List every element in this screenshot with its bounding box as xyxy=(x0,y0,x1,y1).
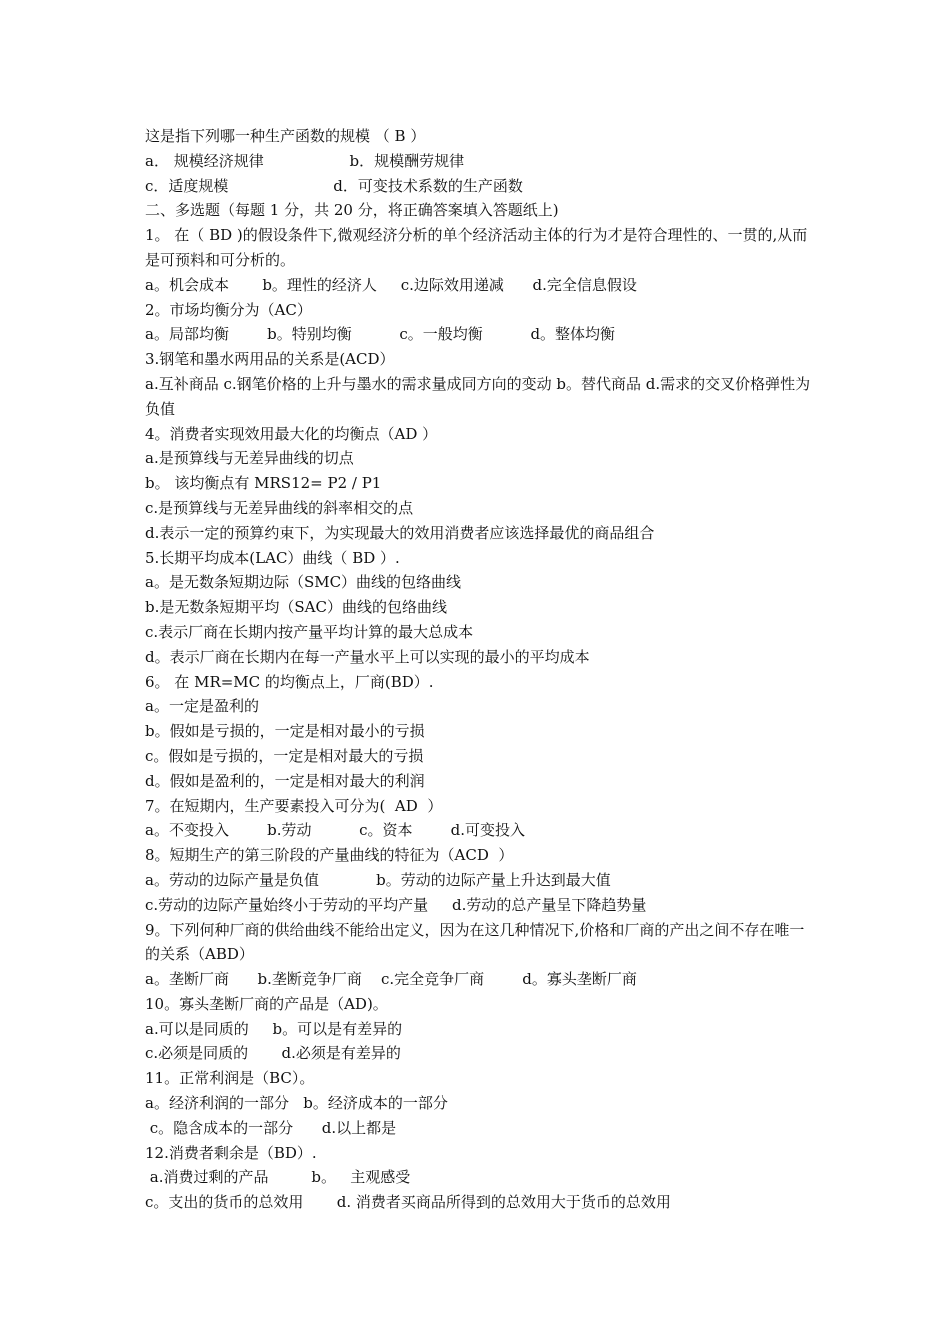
question-text: 7。在短期内，生产要素投入可分为( AD ） xyxy=(145,796,443,815)
option-line: a。经济利润的一部分 b。经济成本的一部分 xyxy=(145,1094,448,1113)
option-line: c。隐含成本的一部分 d.以上都是 xyxy=(145,1118,397,1137)
document-body xyxy=(145,124,813,1215)
option-line: a。垄断厂商 b.垄断竞争厂商 c.完全竞争厂商 d。寡头垄断厂商 xyxy=(145,970,637,989)
question-text: 2。市场均衡分为（AC） xyxy=(145,300,312,319)
option-line: a.是预算线与无差异曲线的切点 xyxy=(145,449,354,468)
question-text: 3.钢笔和墨水两用品的关系是(ACD） xyxy=(145,350,395,369)
option-line: a。机会成本 b。理性的经济人 c.边际效用递减 d.完全信息假设 xyxy=(145,275,637,294)
option-line: a。一定是盈利的 xyxy=(145,697,259,716)
option-line: d。假如是盈利的，一定是相对最大的利润 xyxy=(145,771,425,790)
option-line: a。劳动的边际产量是负值 b。劳动的边际产量上升达到最大值 xyxy=(145,870,611,889)
option-line: a。是无数条短期边际（SMC）曲线的包络曲线 xyxy=(145,573,462,592)
text-line: 这是指下列哪一种生产函数的规模 （ B ） xyxy=(145,127,426,145)
section-heading: 二、多选题（每题 1 分，共 20 分，将正确答案填入答题纸上) xyxy=(145,201,559,220)
option-line: d。表示厂商在长期内在每一产量水平上可以实现的最小的平均成本 xyxy=(145,647,590,666)
option-line: a.可以是同质的 b。可以是有差异的 xyxy=(145,1019,403,1038)
option-line: c.表示厂商在长期内按产量平均计算的最大总成本 xyxy=(145,622,474,641)
question-text: 6。 在 MR=MC 的均衡点上，厂商(BD）. xyxy=(145,672,434,691)
option-line: d.表示一定的预算约束下，为实现最大的效用消费者应该选择最优的商品组合 xyxy=(145,523,655,542)
question-text: 8。短期生产的第三阶段的产量曲线的特征为（ACD ） xyxy=(145,846,514,865)
text-line: c．适度规模 d．可变技术系数的生产函数 xyxy=(145,176,523,195)
question-text: 9。下列何种厂商的供给曲线不能给出定义，因为在这几种情况下,价格和厂商的产出之间不存在唯一的关系（ABD） xyxy=(145,920,805,964)
option-line: b。假如是亏损的，一定是相对最小的亏损 xyxy=(145,722,425,741)
question-text: 5.长期平均成本(LAC）曲线（ BD ）. xyxy=(145,548,400,567)
option-line: a。局部均衡 b。特别均衡 c。一般均衡 d。整体均衡 xyxy=(145,325,616,344)
option-line: c.是预算线与无差异曲线的斜率相交的点 xyxy=(145,498,414,517)
question-text: 4。消费者实现效用最大化的均衡点（AD ） xyxy=(145,424,438,443)
option-line: b。 该均衡点有 MRS12= P2 / P1 xyxy=(145,474,382,493)
question-text: 11。正常利润是（BC）。 xyxy=(145,1069,315,1088)
question-text: 10。寡头垄断厂商的产品是（AD)。 xyxy=(145,994,388,1013)
option-line: c.必须是同质的 d.必须是有差异的 xyxy=(145,1044,401,1063)
text-line: a． 规模经济规律 b．规模酬劳规律 xyxy=(145,151,465,170)
option-line: a.互补商品 c.钢笔价格的上升与墨水的需求量成同方向的变动 b。替代商品 d.需求的交叉价格弹性为负值 xyxy=(145,374,811,418)
option-line: c。假如是亏损的，一定是相对最大的亏损 xyxy=(145,746,424,765)
option-line: c。支出的货币的总效用 d. 消费者买商品所得到的总效用大于货币的总效用 xyxy=(145,1193,671,1212)
option-line: b.是无数条短期平均（SAC）曲线的包络曲线 xyxy=(145,598,447,617)
option-line: a.消费过剩的产品 b。 主观感受 xyxy=(145,1168,411,1187)
question-text: 1。 在（ BD )的假设条件下,微观经济分析的单个经济活动主体的行为才是符合理性的、一贯的,从而是可预料和可分析的。 xyxy=(145,226,808,269)
option-line: c.劳动的边际产量始终小于劳动的平均产量 d.劳动的总产量呈下降趋势量 xyxy=(145,895,647,914)
option-line: a。不变投入 b.劳动 c。资本 d.可变投入 xyxy=(145,821,526,840)
question-text: 12.消费者剩余是（BD）. xyxy=(145,1143,317,1162)
